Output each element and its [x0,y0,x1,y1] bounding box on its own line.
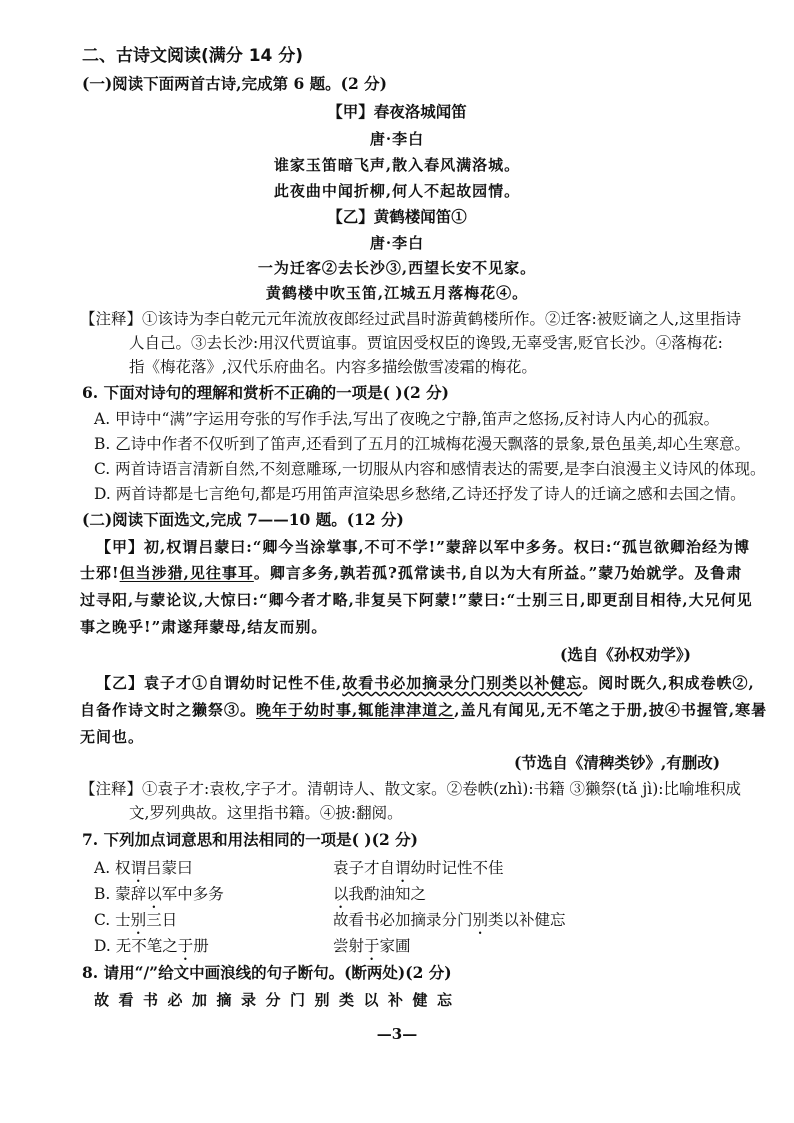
q8-stem: 8. 请用“/”给文中画浪线的句子断句。(断两处)(2 分) [82,963,452,982]
note1-line2: 人自己。③去长沙:用汉代贾谊事。贾谊因受权臣的谗毁,无辜受害,贬官长沙。④落梅花: [129,334,723,352]
q7-option-c-right: 故看书必加摘录分门别类以补健忘 [333,911,566,929]
note2-line1: 【注释】①袁子才:袁枚,字子才。清朝诗人、散文家。②卷帙(zhì):书籍 ③獭祭(tǎ jì):比喻堆积成 [80,780,741,798]
jia-line3: 过寻阳,与蒙论议,大惊曰:“卿今者才略,非复吴下阿蒙!”蒙曰:“士别三日,即更刮目相待,大兄何见 [80,591,753,609]
q6-stem: 6. 下面对诗句的理解和赏析不正确的一项是( )(2 分) [82,383,449,402]
note1-line1: 【注释】①该诗为李白乾元元年流放夜郎经过武昌时游黄鹤楼所作。②迁客:被贬谪之人,这里指诗 [80,310,742,328]
part2-intro: (二)阅读下面选文,完成 7——10 题。(12 分) [82,510,404,529]
q7-option-c-left: C. 士别三日 [94,911,178,929]
yi-line2-start: 自备作诗文时之獭祭③。 [80,701,257,719]
q6-option-b: B. 乙诗中作者不仅听到了笛声,还看到了五月的江城梅花漫天飘落的景象,景色虽美,却心生寒意。 [94,435,751,453]
poem1-line2: 此夜曲中闻折柳,何人不起故园情。 [273,182,521,200]
jia-line2-start: 士邪! [80,564,120,582]
yi-line2-end: ,盖凡有闻见,无不笔之于册,披④书握管,寒暑 [454,701,768,719]
q7-option-b-right: 以我酌油知之 [333,885,427,903]
poem2-title: 【乙】黄鹤楼闻笛① [327,207,467,226]
note1-line3: 指《梅花落》,汉代乐府曲名。内容多描绘傲雪凌霜的梅花。 [129,358,537,376]
poem2-line1: 一为迁客②去长沙③,西望长安不见家。 [257,259,537,277]
poem2-author: 唐·李白 [369,234,425,252]
q6-option-c: C. 两首诗语言清新自然,不刻意雕琢,一切服从内容和感情表达的需要,是李白浪漫主义诗风的体现。 [94,460,766,478]
note2-line2: 文,罗列典故。这里指书籍。④披:翻阅。 [129,804,403,822]
yi-wavy-sentence: 故看书必加摘录分门别类以补健忘 [342,674,583,692]
q7-stem: 7. 下列加点词意思和用法相同的一项是( )(2 分) [82,830,418,849]
section-title: 二、古诗文阅读(满分 14 分) [82,46,304,66]
poem1-title: 【甲】春夜洛城闻笛 [327,102,467,121]
page-number: —3— [376,1025,418,1043]
poem1-author: 唐·李白 [369,130,425,148]
q7-option-b-left: B. 蒙辞以军中多务 [94,885,224,903]
yi-underlined-sentence: 晚年于幼时事,辄能津津道之 [256,701,455,719]
q6-option-d: D. 两首诗都是七言绝句,都是巧用笛声渲染思乡愁绪,乙诗还抒发了诗人的迁谪之感和去国之情。 [94,485,746,503]
poem2-line2: 黄鹤楼中吹玉笛,江城五月落梅花④。 [265,284,529,302]
jia-line4: 事之晚乎!”肃遂拜蒙母,结友而别。 [80,618,328,636]
jia-line2 [80,563,742,583]
jia-source: (选自《孙权劝学》) [560,645,691,664]
jia-line1: 【甲】初,权谓吕蒙曰:“卿今当涂掌事,不可不学!”蒙辞以军中多务。权曰:“孤岂欲卿治经为博 [96,538,750,556]
yi-source: (节选自《清稗类钞》,有删改) [514,753,721,772]
jia-underlined-sentence: 但当涉猎,见往事耳 [119,564,254,582]
yi-line1 [96,673,755,693]
yi-line1-start: 【乙】袁子才①自谓幼时记性不佳, [96,674,343,692]
yi-line1-end: 。阅时既久,积成卷帙②, [582,674,755,692]
q7-option-d-left: D. 无不笔之于册 [94,937,209,955]
poem1-line1: 谁家玉笛暗飞声,散入春风满洛城。 [273,156,521,174]
q7-option-a-right: 袁子才自谓幼时记性不佳 [333,859,504,877]
q8-sentence: 故看书必加摘录分门别类以补健忘 [94,991,462,1009]
part1-intro: (一)阅读下面两首古诗,完成第 6 题。(2 分) [82,74,387,93]
yi-line2 [80,700,767,720]
jia-line2-end: 。卿言多务,孰若孤?孤常读书,自以为大有所益。”蒙乃始就学。及鲁肃 [253,564,743,582]
q7-option-a-left: A. 权谓吕蒙曰 [94,859,193,877]
q7-option-d-right: 尝射于家圃 [333,937,411,955]
yi-line3: 无间也。 [80,728,145,746]
q6-option-a: A. 甲诗中“满”字运用夸张的写作手法,写出了夜晚之宁静,笛声之悠扬,反衬诗人内心的孤寂。 [94,410,720,428]
